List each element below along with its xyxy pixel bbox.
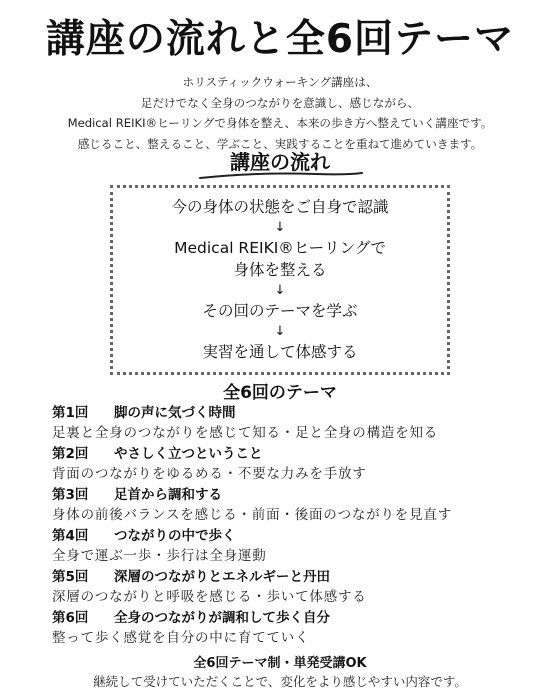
session-item bbox=[52, 568, 532, 609]
page-title: 講座の流れと全6回テーマ bbox=[45, 17, 515, 62]
session-item bbox=[52, 445, 532, 486]
session-description: 整って歩く感覚を自分の中に育てていく bbox=[52, 630, 310, 646]
intro-line: 足だけでなく全身のつながりを意識し、感じながら、 bbox=[140, 95, 420, 110]
session-number: 第3回 bbox=[52, 487, 89, 503]
flow-step: 実習を通して体感する bbox=[202, 343, 358, 361]
session-title: 足首から調和する bbox=[114, 487, 222, 503]
flow-step: 今の身体の状態をご自身で認識 bbox=[171, 198, 389, 216]
session-number: 第5回 bbox=[52, 569, 89, 585]
flow-heading: 講座の流れ bbox=[230, 150, 330, 174]
session-title: 脚の声に気づく時間 bbox=[114, 405, 236, 421]
down-arrow-icon: ↓ bbox=[274, 220, 286, 235]
session-title: つながりの中で歩く bbox=[114, 528, 236, 544]
themes-heading: 全6回のテーマ bbox=[223, 383, 337, 403]
intro-line: 感じること、整えること、学ぶこと、実践することを重ねて進めていきます。 bbox=[77, 136, 483, 151]
intro-paragraph bbox=[0, 72, 560, 154]
down-arrow-icon: ↓ bbox=[274, 324, 286, 339]
session-item bbox=[52, 404, 532, 445]
session-number: 第4回 bbox=[52, 528, 89, 544]
session-item bbox=[52, 486, 532, 527]
footer-title: 全6回テーマ制・単発受講OK bbox=[193, 656, 367, 671]
session-item bbox=[52, 527, 532, 568]
flow-step: その回のテーマを学ぶ bbox=[202, 302, 358, 320]
footer-text: 継続して受けていただくことで、変化をより感じやすい内容です。 bbox=[93, 674, 467, 689]
session-title: 深層のつながりとエネルギーと丹田 bbox=[114, 569, 330, 585]
flow-steps bbox=[110, 196, 450, 363]
session-description: 背面のつながりをゆるめる・不要な力みを手放す bbox=[52, 466, 367, 482]
session-title: 全身のつながりが調和して歩く自分 bbox=[114, 610, 330, 626]
session-number: 第6回 bbox=[52, 610, 89, 626]
session-number: 第2回 bbox=[52, 446, 89, 462]
intro-line: ホリスティックウォーキング講座は、 bbox=[182, 75, 378, 89]
session-item bbox=[52, 609, 532, 650]
flow-step: 身体を整える bbox=[233, 261, 327, 279]
themes-list bbox=[52, 404, 532, 650]
down-arrow-icon: ↓ bbox=[274, 283, 286, 298]
session-description: 足裏と全身のつながりを感じて知る・足と全身の構造を知る bbox=[52, 425, 439, 441]
session-description: 全身で運ぶ一歩・歩行は全身運動 bbox=[52, 548, 267, 564]
brush-underline bbox=[196, 169, 366, 183]
session-title: やさしく立つということ bbox=[114, 446, 263, 462]
session-description: 深層のつながりと呼吸を感じる・歩いて体感する bbox=[52, 589, 367, 605]
flow-step: Medical REIKI®ヒーリングで bbox=[174, 239, 386, 257]
session-description: 身体の前後バランスを感じる・前面・後面のつながりを見直す bbox=[52, 507, 452, 523]
intro-line: Medical REIKI®ヒーリングで身体を整え、本来の歩き方へ整えていく講座です。 bbox=[67, 116, 493, 130]
session-number: 第1回 bbox=[52, 405, 89, 421]
